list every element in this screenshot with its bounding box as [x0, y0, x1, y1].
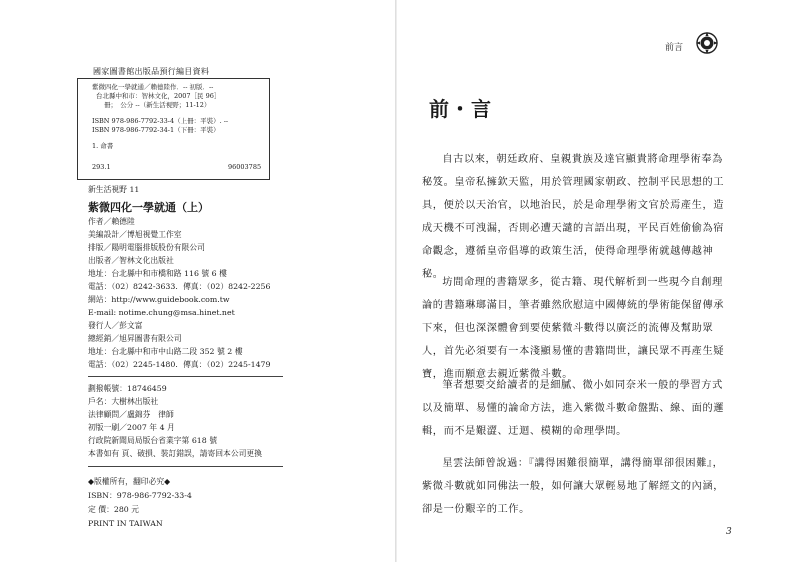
section-divider	[88, 466, 283, 467]
cip-record-box	[77, 78, 270, 180]
legal-advisor: 法律顧問／盧錦芬 律師	[88, 410, 174, 419]
publisher-email: E-mail: notime.chung@msa.hinet.net	[88, 308, 235, 317]
distributor-address: 地址：台北縣中和市中山路二段 352 號 2 樓	[88, 347, 243, 356]
cip-isbn-2: ISBN 978-986-7792-34-1（下冊：平裝）	[92, 126, 220, 134]
preface-paragraph: 星雲法師曾說過：『講得困難很簡單，講得簡單卻很困難』，紫微斗數就如同佛法一般，如何讓大眾輕易地了解經文的內涵，卻是一份艱辛的工作。	[422, 458, 725, 515]
ornamental-emblem-icon	[696, 32, 718, 54]
price: 定 價：280 元	[88, 505, 140, 514]
return-notice: 本書如有 頁、破損、裝訂錯誤，請寄回本公司更換	[88, 449, 263, 458]
credit-issuer: 發行人／彭文富	[88, 321, 143, 330]
cip-isbn-1: ISBN 978-986-7792-33-4（上冊：平裝）. --	[92, 117, 229, 125]
cip-title: 國家圖書館出版品預行編目資料	[93, 67, 210, 76]
running-header: 前言	[665, 43, 684, 53]
copyright-page	[0, 0, 396, 562]
page-number: 3	[726, 527, 732, 537]
credit-typesetting: 排版／陽明電腦排版股份有限公司	[88, 243, 205, 252]
book-title: 紫微四化一學就通（上）	[88, 201, 209, 214]
copyright-notice: ◆版權所有，翻印必究◆	[88, 477, 171, 486]
preface-page	[396, 0, 793, 562]
distributor-phone: 電話：（02）2245-1480．傳真：（02）2245-1479	[88, 360, 271, 369]
publisher-phone: 電話：（02）8242-3633．傳真：（02）8242-2256	[88, 282, 271, 291]
credit-author: 作者／賴德陸	[88, 217, 135, 226]
credit-distributor: 總經銷／旭昇圖書有限公司	[88, 334, 182, 343]
cip-line-3: 冊； 公分 --（新生活視野；11-12）	[104, 101, 211, 109]
isbn: ISBN：978-986-7792-33-4	[88, 491, 192, 500]
license-number: 行政院新聞局局版台省業字第 618 號	[88, 436, 217, 445]
cip-subject: 1. 命書	[92, 142, 114, 150]
preface-paragraph: 筆者想要交給讀者的是細膩、微小如同奈米一般的學習方式以及簡單、易懂的論命方法，進入紫微斗數命盤點、線、面的邏輯，而不是艱澀、迂迴、模糊的命理學問。	[422, 380, 725, 437]
credit-design: 美編設計／博旭視覺工作室	[88, 230, 182, 239]
cip-record-number: 96003785	[228, 163, 262, 171]
preface-paragraph: 自古以來，朝廷政府、皇親貴族及達官顯貴將命理學術奉為秘笈。皇帝私擁欽天監，用於管理國家朝政、控制平民思想的工具，便於以天治官，以地治民，於是命理學術文官於焉產生，造成天機不可洩漏，否則必遭天譴的言語出現，平民百姓偷偷為宿命觀念，遵循皇帝倡導的政策生活，使得命理學術就越傳越神秘。	[422, 154, 725, 280]
cip-line-1: 紫微四化一學就通／賴德陸作．-- 初版．--	[92, 83, 214, 91]
publisher-address: 地址：台北縣中和市橋和路 116 號 6 樓	[88, 269, 227, 278]
cip-class-number: 293.1	[92, 163, 111, 171]
first-edition: 初版一刷／2007 年 4 月	[88, 423, 175, 432]
series-name: 新生活視野 11	[88, 185, 140, 194]
credit-publisher: 出版者／智林文化出版社	[88, 256, 174, 265]
section-divider	[88, 376, 283, 377]
preface-heading: 前・言	[429, 97, 492, 121]
postal-account: 劃撥帳號：18746459	[88, 384, 167, 393]
preface-paragraph: 坊間命理的書籍眾多，從古籍、現代解析到一些現今自創理論的書籍琳瑯滿目，筆者雖然欣慰這中國傳統的學術能保留傳承下來，但也深深體會到要使紫微斗數得以廣泛的流傳及幫助眾人，首先必須要有一本淺顯易懂的書籍問世，讓民眾不再產生疑寶，進而願意去親近紫微斗數。	[422, 277, 725, 380]
postal-account-name: 戶名：大樹林出版社	[88, 397, 159, 406]
publisher-website: 網站：http://www.guidebook.com.tw	[88, 295, 230, 304]
cip-line-2: 台北縣中和市：智林文化，2007［民 96］	[96, 92, 221, 100]
print-origin: PRINT IN TAIWAN	[88, 519, 163, 528]
